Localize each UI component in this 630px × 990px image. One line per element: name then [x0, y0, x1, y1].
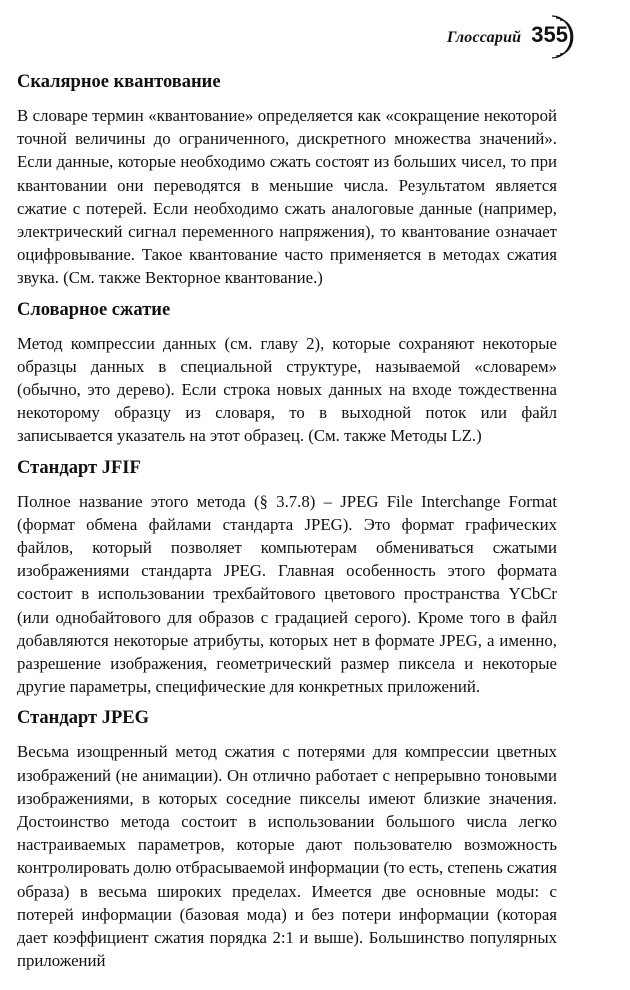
- glossary-content: [17, 70, 557, 981]
- glossary-entry: [17, 298, 557, 448]
- entry-title: Стандарт JPEG: [17, 708, 149, 729]
- page-number: 355: [531, 22, 568, 47]
- entry-body: Весьма изощренный метод сжатия с потерями для компрессии цветных изображений (не анимации). Он отлично работает с непрерывно тоновыми изображениями, в которых соседние пикселы имеют близкие значения. Достоинство метода состоит в использовании большого числа легко настраиваемых параметров, которые дают пользователю возможность контролировать долю отбрасываемой информации (то есть, степень сжатия образа) в весьма широких пределах. Имеется две основные моды: с потерей информации (базовая мода) и без потери информации (которая дает коэффициент сжатия порядка 2:1 и выше). Большинство популярных приложений: [17, 742, 558, 971]
- entry-body: В словаре термин «квантование» определяется как «сокращение некоторой точной величины до ограниченного, дискретного множества значений». Если данные, которые необходимо сжать состоят из больших чисел, то при квантовании они переводятся в меньшие числа. Результатом является сжатие с потерей. Если необходимо сжать аналоговые данные (например, электрический сигнал переменного напряжения), то квантование означает оцифровывание. Такое квантование часто применяется в методах сжатия звука. (См. также Векторное квантование.): [17, 106, 557, 288]
- glossary-entry: [17, 456, 557, 699]
- running-title: Глоссарий: [446, 29, 522, 46]
- entry-title: Словарное сжатие: [17, 299, 171, 320]
- entry-body: Полное название этого метода (§ 3.7.8) – JPEG File Interchange Format (формат обмена файлами стандарта JPEG). Это формат графических файлов, который позволяет компьютерам обмениваться сжатыми изображениями стандарта JPEG. Главная особенность этого формата состоит в использовании трехбайтового цветового пространства YCbCr (или однобайтового для образов с градацией серого). Кроме того в файл добавляются некоторые атрибуты, которых нет в формате JPEG, а именно, разрешение изображения, геометрический размер пиксела и некоторые другие параметры, специфические для конкретных приложений.: [17, 491, 557, 697]
- entry-body: Метод компрессии данных (см. главу 2), которые сохраняют некоторые образцы данных в специальной структуре, называемой «словарем» (обычно, это дерево). Если строка новых данных на входе тождественна некоторому образцу из словаря, то в выходной поток или файл записывается указатель на этот образец. (См. также Методы LZ.): [17, 333, 557, 446]
- glossary-entry: [17, 706, 557, 972]
- page-number-arcs-ornament: [544, 12, 574, 62]
- glossary-entry: [17, 70, 557, 290]
- entry-title: Скалярное квантование: [17, 72, 221, 92]
- entry-title: Стандарт JFIF: [17, 457, 141, 478]
